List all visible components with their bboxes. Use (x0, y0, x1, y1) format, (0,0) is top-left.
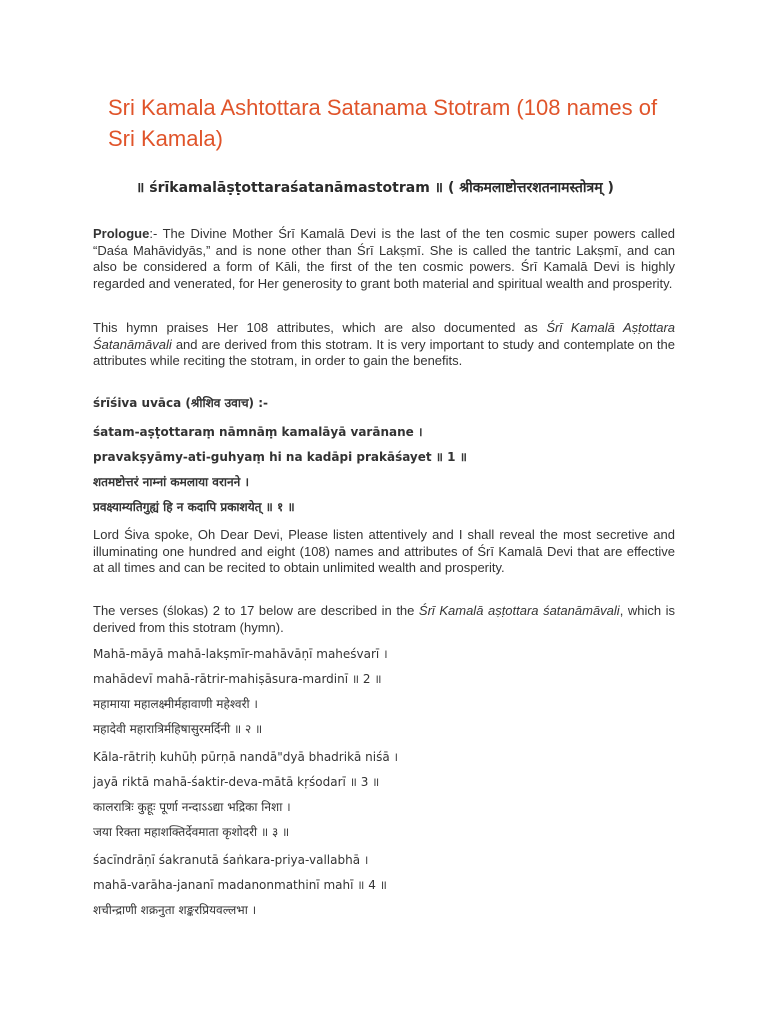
verse-line: mahādevī mahā-rātrir-mahiṣāsura-mardinī ॥ 2 ॥ (93, 672, 382, 686)
meaning-paragraph: Lord Śiva spoke, Oh Dear Devi, Please listen attentively and I shall reveal the most secretive and illuminating one hundred and eight (108) names and attributes of Śrī Kamalā Devi that are effective at all times and can be recited to obtain unlimited wealth and prosperity. (93, 527, 675, 576)
speaker-line: śrīśiva uvāca (श्रीशिव उवाच) :- (93, 396, 269, 410)
prologue-label: Prologue (93, 226, 150, 241)
verse-line: Mahā-māyā mahā-lakṣmīr-mahāvāṇī maheśvarī । (93, 647, 388, 661)
hymn-text-pre: This hymn praises Her 108 attributes, which are also documented as (93, 320, 547, 335)
intro-verse-line: शतमष्टोत्तरं नाम्नां कमलाया वरानने । (93, 475, 250, 489)
verses-text-post: , which is derived from this stotram (hymn). (93, 603, 675, 635)
verses-text-pre: The verses (ślokas) 2 to 17 below are described in the (93, 603, 419, 618)
hymn-text-post: and are derived from this stotram. It is very important to study and contemplate on the attributes while reciting the stotram, in order to gain the benefits. (93, 336, 675, 369)
verse-line: जया रिक्ता महाशक्तिर्देवमाता कृशोदरी ॥ ३ ॥ (93, 825, 290, 839)
verse-line: कालरात्रिः कुहूः पूर्णा नन्दाऽऽद्या भद्रिका निशा । (93, 800, 291, 814)
verse-line: महामाया महालक्ष्मीर्महावाणी महेश्वरी । (93, 697, 258, 711)
prologue-paragraph (93, 226, 675, 292)
verse-line: महादेवी महारात्रिर्महिषासुरमर्दिनी ॥ २ ॥ (93, 722, 263, 736)
verse-line: शचीन्द्राणी शक्रनुता शङ्करप्रियवल्लभा । (93, 903, 257, 917)
intro-verse-line: pravakṣyāmy-ati-guhyaṃ hi na kadāpi prakāśayet ॥ 1 ॥ (93, 450, 467, 464)
namavali-title: Śrī Kamalā Aṣṭottara Śatanāmāvali (93, 320, 675, 352)
verse-line: śacīndrāṇī śakranutā śaṅkara-priya-vallabhā । (93, 853, 369, 867)
verse-line: jayā riktā mahā-śaktir-deva-mātā kṛśodarī ॥ 3 ॥ (93, 775, 380, 789)
prologue-text: :- The Divine Mother Śrī Kamalā Devi is the last of the ten cosmic super powers called “Daśa Mahāvidyās,” and is none other than Śrī Lakṣmī. She is called the tantric Lakṣmī, and can also be considered a form of Kāli, the first of the ten cosmic powers. Śrī Kamalā Devi is highly regarded and venerated, for Her generosity to grant both material and spiritual wealth and prosperity. (93, 226, 675, 291)
verses-intro-paragraph (93, 603, 675, 636)
hymn-paragraph (93, 320, 675, 370)
namavali-title: Śrī Kamalā aṣṭottara śatanāmāvali (418, 603, 620, 618)
verse-line: Kāla-rātriḥ kuhūḥ pūrṇā nandā"dyā bhadrikā niśā । (93, 750, 399, 764)
document-title: Sri Kamala Ashtottara Satanama Stotram (108 names of Sri Kamala) (108, 95, 658, 151)
intro-verse-line: śatam-aṣṭottaraṃ nāmnāṃ kamalāyā varānane । (93, 425, 423, 439)
verse-line: mahā-varāha-jananī madanonmathinī mahī ॥ 4 ॥ (93, 878, 387, 892)
stotram-subtitle: ॥ śrīkamalāṣṭottaraśatanāmastotram ॥ ( श्रीकमलाष्टोत्तरशतनामस्तोत्रम् ) (136, 180, 614, 196)
document-page (93, 0, 675, 1024)
intro-verse-line: प्रवक्ष्याम्यतिगुह्यं हि न कदापि प्रकाशयेत् ॥ १ ॥ (93, 500, 295, 514)
